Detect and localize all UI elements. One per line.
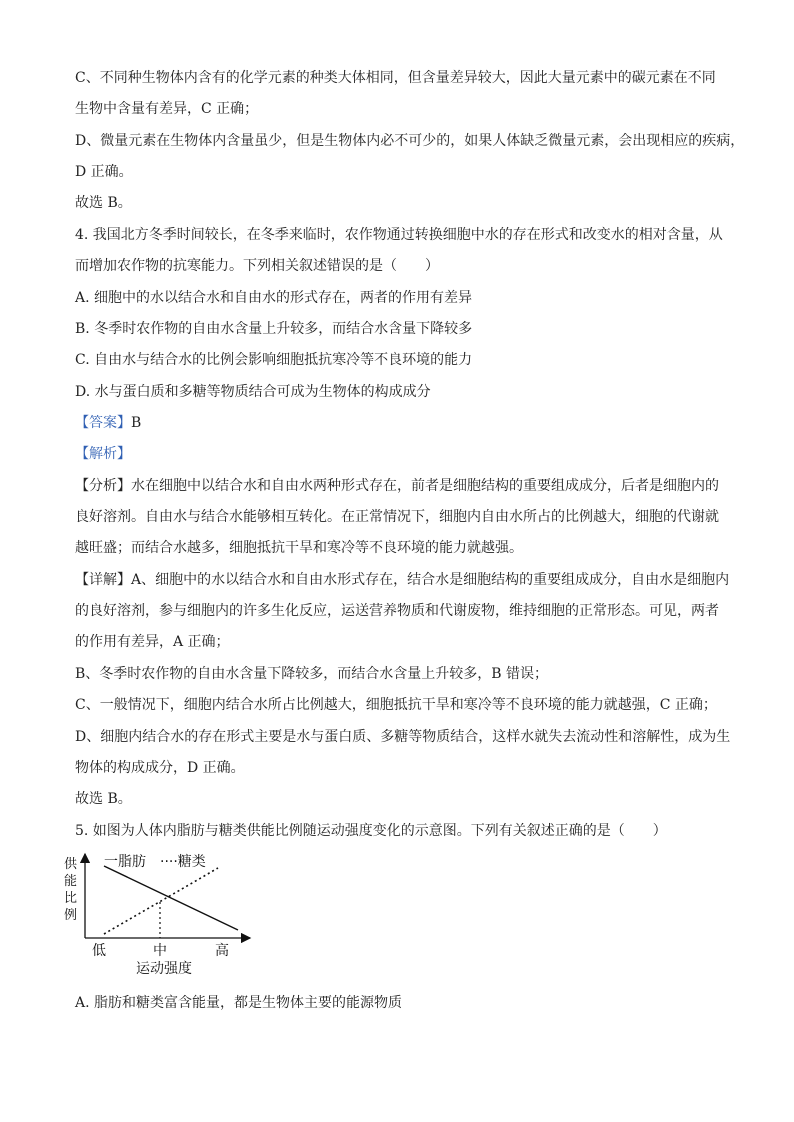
fenxi-text-1: 水在细胞中以结合水和自由水两种形式存在，前者是细胞结构的重要组成成分，后者是细胞内的	[131, 478, 719, 494]
xiangjie-line-4: B、冬季时农作物的自由水含量下降较多，而结合水含量上升较多，B 错误；	[75, 666, 549, 682]
xiangjie-text-1: A、细胞中的水以结合水和自由水形式存在，结合水是细胞结构的重要组成成分，自由水是细胞内	[131, 572, 730, 588]
option-c: C. 自由水与结合水的比例会影响细胞抵抗寒冷等不良环境的能力	[75, 352, 473, 368]
x-tick-high: 高	[215, 943, 229, 959]
fat-line	[104, 866, 238, 930]
legend-sugar: ····糖类	[160, 854, 206, 870]
xiangjie-line-1	[75, 570, 729, 590]
option-a: A. 细胞中的水以结合水和自由水的形式存在，两者的作用有差异	[75, 290, 473, 306]
line-c-2: 生物中含量有差异，C 正确；	[75, 101, 259, 117]
line-d-2: D 正确。	[75, 164, 133, 180]
fenxi-line-3: 越旺盛；而结合水越多，细胞抵抗干旱和寒冷等不良环境的能力就越强。	[75, 540, 523, 556]
line-c-1: C、不同种生物体内含有的化学元素的种类大体相同，但含量差异较大，因此大量元素中的碳元素在不同	[75, 70, 716, 86]
xiangjie-line-6: D、细胞内结合水的存在形式主要是水与蛋白质、多糖等物质结合，这样水就失去流动性和溶解性，成为生	[75, 729, 731, 745]
question-4-line-1: 4. 我国北方冬季时间较长，在冬季来临时，农作物通过转换细胞中水的存在形式和改变水的相对含量，从	[75, 227, 723, 243]
option-d: D. 水与蛋白质和多糖等物质结合可成为生物体的构成成分	[75, 384, 431, 400]
x-tick-mid: 中	[153, 943, 167, 959]
sugar-line	[104, 868, 218, 934]
ylabel-char-1: 供	[64, 857, 78, 872]
question-4-line-2: 而增加农作物的抗寒能力。下列相关叙述错误的是（ ）	[75, 258, 439, 274]
xiangjie-line-3: 的作用有差异，A 正确；	[75, 634, 230, 650]
question-5: 5. 如图为人体内脂肪与糖类供能比例随运动强度变化的示意图。下列有关叙述正确的是（ ）	[75, 823, 667, 839]
fenxi-line-2: 良好溶剂。自由水与结合水能够相互转化。在正常情况下，细胞内自由水所占的比例越大，细胞的代谢就	[75, 509, 719, 525]
option-b: B. 冬季时农作物的自由水含量上升较多，而结合水含量下降较多	[75, 321, 473, 337]
xiangjie-tag: 【详解】	[75, 572, 131, 588]
option-5a: A. 脂肪和糖类富含能量，都是生物体主要的能源物质	[75, 995, 403, 1011]
line-d-1: D、微量元素在生物体内含量虽少，但是生物体内必不可少的，如果人体缺乏微量元素，会出现相应的疾病，	[75, 133, 745, 149]
legend-fat: 一脂肪	[104, 854, 146, 870]
xiangjie-line-5: C、一般情况下，细胞内结合水所占比例越大，细胞抵抗干旱和寒冷等不良环境的能力就越强，C 正确；	[75, 697, 717, 713]
energy-supply-diagram	[62, 846, 262, 981]
xiangjie-line-7: 物体的构成成分，D 正确。	[75, 760, 245, 776]
analysis-tag: 【解析】	[75, 446, 131, 462]
ylabel-char-3: 比	[64, 891, 78, 906]
answer-tag: 【答案】	[75, 415, 131, 431]
fenxi-tag: 【分析】	[75, 478, 131, 494]
ylabel-char-2: 能	[64, 874, 78, 889]
conclusion-1: 故选 B。	[75, 195, 132, 211]
conclusion-2: 故选 B。	[75, 791, 132, 807]
answer-line	[75, 413, 141, 433]
fenxi-line-1	[75, 476, 719, 496]
analysis-line	[75, 444, 131, 464]
ylabel-char-4: 例	[64, 908, 78, 923]
x-axis-label: 运动强度	[136, 961, 192, 977]
x-tick-low: 低	[92, 943, 106, 959]
xiangjie-line-2: 的良好溶剂，参与细胞内的许多生化反应，运送营养物质和代谢废物，维持细胞的正常形态。可见，两者	[75, 603, 719, 619]
answer-value: B	[131, 415, 142, 431]
